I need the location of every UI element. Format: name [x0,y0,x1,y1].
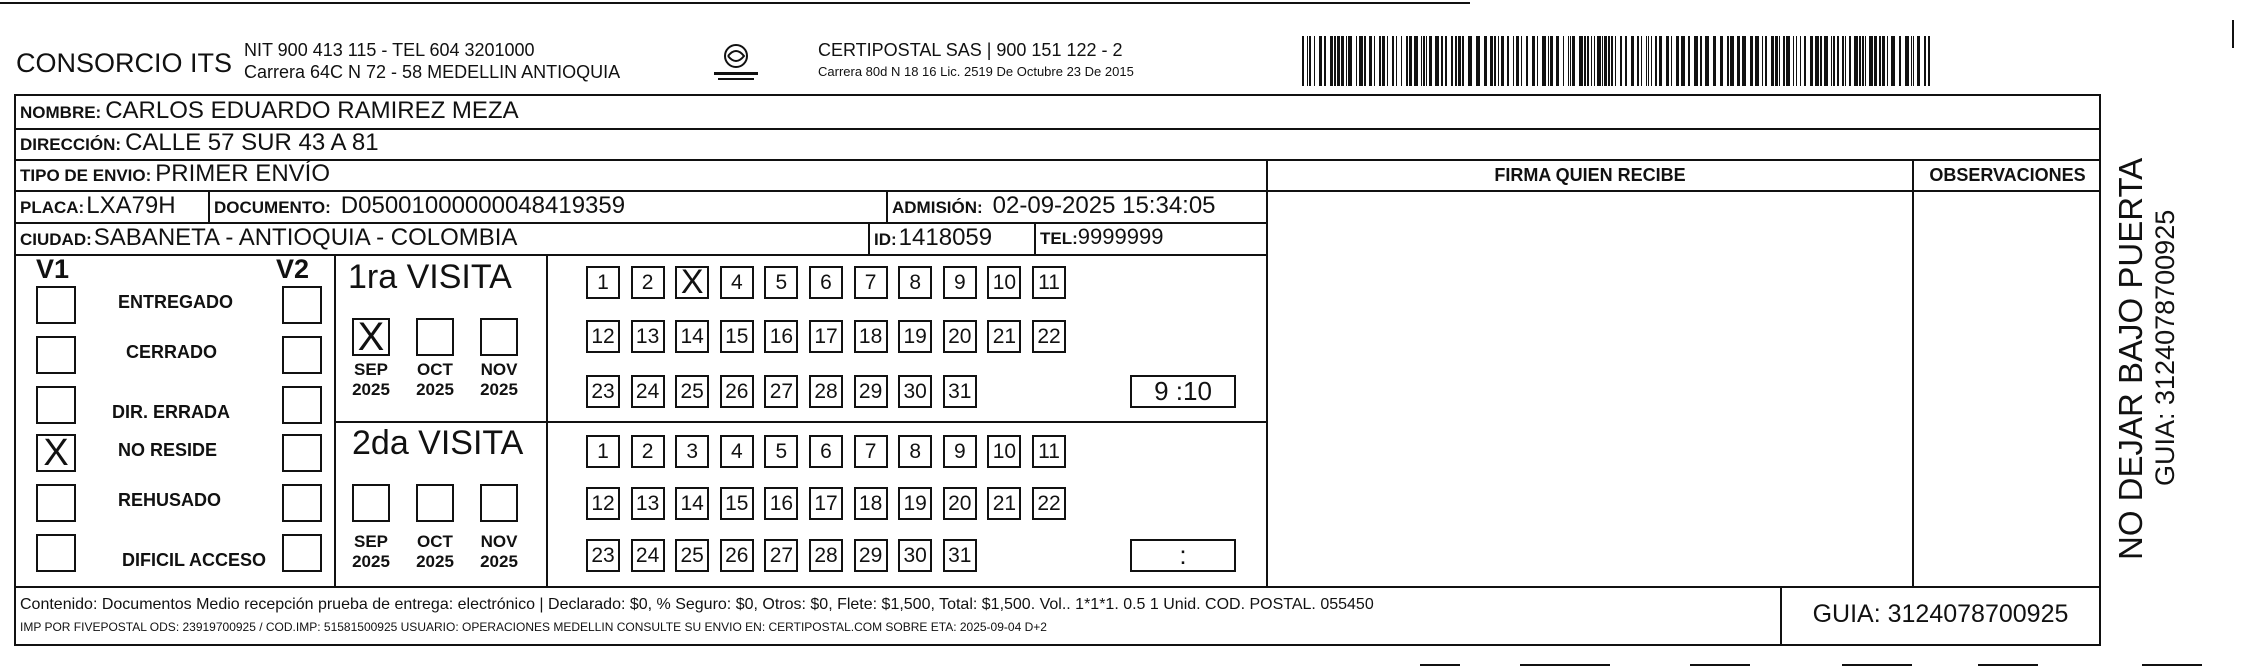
barcode-bar [1800,36,1801,86]
barcode-bar [1824,36,1828,86]
v2-checkbox[interactable] [282,286,322,324]
barcode-bar [1859,36,1861,86]
placa-row [20,192,176,220]
barcode-bar [1476,36,1480,86]
visit1-day-box[interactable]: 18 [854,320,888,353]
barcode-bar [1648,36,1649,86]
visit2-day-box[interactable]: 29 [854,539,888,572]
visit1-day-box[interactable]: 9 [943,266,977,299]
visit2-month-checkbox[interactable] [352,484,390,522]
barcode-bar [1507,36,1509,86]
visit2-day-box[interactable]: 14 [675,487,709,520]
barcode-bar [1775,36,1778,86]
barcode-bar [1513,36,1514,86]
barcode-bar [1917,36,1920,86]
nombre-row [20,97,519,125]
barcode-bar [1720,36,1723,86]
id-label: ID: [874,230,897,249]
barcode-bar [1762,36,1763,86]
barcode [1302,36,1934,86]
visit2-day-box[interactable]: 3 [675,435,709,468]
visit2-day-box[interactable]: 27 [764,539,798,572]
visit1-month-year: 2025 [352,380,390,399]
barcode-bar [1831,36,1832,86]
barcode-bar [1337,36,1340,86]
barcode-bar [1637,36,1639,86]
admision-label: ADMISIÓN: [892,198,983,217]
visit2-day-box[interactable]: 20 [943,487,977,520]
barcode-bar [1302,36,1304,86]
placa-label: PLACA: [20,198,85,217]
barcode-bar [1862,36,1864,86]
barcode-bar [1620,36,1622,86]
row-line [14,586,2101,588]
observaciones-label: OBSERVACIONES [1929,165,2086,185]
tel-label: TEL: [1040,229,1078,248]
barcode-bar [1700,36,1702,86]
visit2-day-box[interactable]: 15 [720,487,754,520]
visit1-day-box[interactable]: 10 [987,266,1021,299]
barcode-bar [1498,36,1499,86]
side-warning: NO DEJAR BAJO PUERTA [2112,157,2149,560]
visit1-day-box[interactable]: 26 [720,375,754,408]
visit2-day-box[interactable]: 12 [586,487,620,520]
visit1-day-box[interactable]: 30 [898,375,932,408]
status-option-label: REHUSADO [118,490,222,510]
visit2-day-box[interactable]: 25 [675,539,709,572]
scan-mark [1690,664,1750,666]
barcode-bar [1401,36,1402,86]
visit1-day-box[interactable]: 4 [720,266,754,299]
visit2-day-box[interactable]: 5 [764,435,798,468]
visit2-month-year: 2025 [480,552,518,571]
visit1-month-checkbox[interactable] [416,318,454,356]
barcode-bar [1374,36,1375,86]
barcode-bar [1548,36,1549,86]
visit2-day-box[interactable]: 22 [1032,487,1066,520]
visit1-day-box[interactable]: 2 [631,266,665,299]
row-line [14,254,1268,256]
nombre-label: NOMBRE: [20,103,102,122]
barcode-bar [1409,36,1412,86]
barcode-bar [1341,36,1344,86]
visit2-day-box[interactable]: 23 [586,539,620,572]
visit2-day-box[interactable]: 2 [631,435,665,468]
visit2-time[interactable]: : [1130,539,1236,572]
barcode-bar [1713,36,1716,86]
barcode-bar [1681,36,1685,86]
firma-label: FIRMA QUIEN RECIBE [1494,165,1686,185]
barcode-bar [1568,36,1569,86]
scan-mark [1520,664,1610,666]
barcode-bar [1771,36,1774,86]
v1-label: V1 [36,254,70,284]
id-row [874,224,992,252]
visit1-day-box[interactable]: 16 [764,320,798,353]
barcode-bar [1429,36,1432,86]
barcode-bar [1396,36,1397,86]
visit2-day-box[interactable]: 18 [854,487,888,520]
visit2-month-checkbox[interactable] [480,484,518,522]
barcode-bar [1879,36,1881,86]
v2-checkbox[interactable] [282,336,322,374]
visit1-month-checkbox[interactable]: X [352,318,390,356]
visit2-day-box[interactable]: 19 [898,487,932,520]
admision-value: 02-09-2025 15:34:05 [992,192,1216,219]
barcode-bar [1369,36,1372,86]
direccion-row [20,129,379,157]
scan-mark [1842,664,1912,666]
barcode-bar [1587,36,1589,86]
barcode-bar [1783,36,1785,86]
barcode-bar [1494,36,1496,86]
barcode-bar [1392,36,1394,86]
direccion-value: CALLE 57 SUR 43 A 81 [125,129,379,156]
barcode-bar [1676,36,1679,86]
visit2-month-label: NOV [480,532,518,551]
visit1-day-box[interactable]: 13 [631,320,665,353]
visit1-day-box[interactable]: 17 [809,320,843,353]
visit1-day-box[interactable]: 6 [809,266,843,299]
visit2-day-box[interactable]: 7 [854,435,888,468]
barcode-bar [1406,36,1408,86]
tipo-label: TIPO DE ENVIO: [20,166,152,185]
barcode-bar [1641,36,1642,86]
ciudad-row [20,224,517,252]
barcode-bar [1854,36,1858,86]
admision-row [892,192,1216,220]
visit1-day-box[interactable]: 19 [898,320,932,353]
visit1-day-box[interactable]: 11 [1032,266,1066,299]
visit1-day-box[interactable]: 24 [631,375,665,408]
v2-checkbox[interactable] [282,534,322,572]
col-line [1266,159,1268,588]
barcode-bar [1591,36,1592,86]
visit1-day-box[interactable]: 20 [943,320,977,353]
visit1-month-label: OCT [417,360,453,379]
ciudad-value: SABANETA - ANTIOQUIA - COLOMBIA [93,224,518,251]
company-name: CONSORCIO ITS [16,48,233,78]
scan-mark [1978,664,2038,666]
barcode-bar [1742,36,1746,86]
visit2-month-year: 2025 [416,552,454,571]
barcode-bar [1414,36,1418,86]
barcode-bar [1550,36,1553,86]
barcode-bar [1924,36,1926,86]
barcode-bar [1441,36,1443,86]
visit1-day-box[interactable]: 31 [943,375,977,408]
barcode-bar [1526,36,1528,86]
visit2-day-box[interactable]: 4 [720,435,754,468]
barcode-bar [1727,36,1729,86]
visit1-day-box[interactable]: 15 [720,320,754,353]
tel-value: 9999999 [1077,224,1164,249]
visit2-day-box[interactable]: 21 [987,487,1021,520]
barcode-bar [1820,36,1822,86]
barcode-bar [1804,36,1806,86]
visit2-day-box[interactable]: 10 [987,435,1021,468]
barcode-bar [1346,36,1347,86]
barcode-bar [1765,36,1767,86]
v1-checkbox[interactable]: X [36,434,76,472]
barcode-bar [1334,36,1336,86]
barcode-bar [1737,36,1740,86]
col-line [1912,159,1914,588]
footer-line2: IMP POR FIVEPOSTAL ODS: 23919700925 / COD.IMP: 51581500925 USUARIO: OPERACIONES MEDELLIN CONSULTE SU ENVIO EN: CERTIPOSTAL.COM SOBRE ETA: 2025-09-04 D+2 [20,620,1047,634]
barcode-bar [1309,36,1311,86]
documento-label: DOCUMENTO: [214,198,331,217]
visit1-day-box[interactable]: 22 [1032,320,1066,353]
barcode-bar [1874,36,1877,86]
col-line [1034,222,1036,255]
barcode-bar [1330,36,1333,86]
barcode-bar [1651,36,1652,86]
visit1-day-box[interactable]: 29 [854,375,888,408]
barcode-bar [1705,36,1709,86]
barcode-bar [1423,36,1425,86]
barcode-bar [1891,36,1895,86]
scan-mark [2232,20,2234,48]
barcode-bar [1468,36,1472,86]
barcode-bar [1451,36,1453,86]
barcode-bar [1602,36,1603,86]
visit2-day-box[interactable]: 13 [631,487,665,520]
top-rule [0,2,1470,4]
company-nit: NIT 900 413 115 - TEL 604 3201000 [244,40,535,60]
certipostal-line2: Carrera 80d N 18 16 Lic. 2519 De Octubre 23 De 2015 [818,64,1134,79]
visit2-day-box[interactable]: 11 [1032,435,1066,468]
barcode-bar [1579,36,1583,86]
id-value: 1418059 [898,224,993,251]
barcode-bar [1842,36,1844,86]
visit2-title: 2da VISITA [352,424,524,462]
barcode-bar [1755,36,1759,86]
barcode-bar [1537,36,1538,86]
v2-checkbox[interactable] [282,386,322,424]
barcode-bar [1671,36,1672,86]
barcode-bar [1307,36,1308,86]
barcode-bar [1887,36,1888,86]
barcode-bar [1837,36,1839,86]
barcode-bar [1786,36,1790,86]
barcode-bar [1348,36,1352,86]
visit1-day-box[interactable]: 25 [675,375,709,408]
visit2-day-box[interactable]: 17 [809,487,843,520]
barcode-bar [1421,36,1422,86]
barcode-bar [1570,36,1571,86]
v2-label: V2 [276,254,310,284]
visit1-month-label: NOV [480,360,518,379]
v1-checkbox[interactable] [36,336,76,374]
barcode-bar [1608,36,1610,86]
visit2-day-box[interactable]: 28 [809,539,843,572]
tel-row [1040,224,1163,250]
barcode-bar [1521,36,1522,86]
barcode-bar [1426,36,1427,86]
visit1-title: 1ra VISITA [348,258,512,296]
barcode-bar [1364,36,1366,86]
documento-value: D05001000000048419359 [340,192,626,219]
barcode-bar [1314,36,1315,86]
barcode-bar [1882,36,1885,86]
barcode-bar [1646,36,1647,86]
visit1-day-box[interactable]: 28 [809,375,843,408]
tipo-row [20,160,330,188]
side-guia: GUIA: 3124078700925 [2150,209,2180,486]
barcode-bar [1387,36,1388,86]
visit2-day-box[interactable]: 24 [631,539,665,572]
col-line [868,222,870,255]
v1-checkbox[interactable] [36,484,76,522]
barcode-bar [1913,36,1914,86]
barcode-bar [1688,36,1690,86]
placa-value: LXA79H [86,192,176,219]
barcode-bar [1445,36,1447,86]
visit2-month-label: OCT [417,532,453,551]
barcode-bar [1572,36,1575,86]
barcode-bar [1532,36,1535,86]
visit1-month-year: 2025 [416,380,454,399]
barcode-bar [1379,36,1381,86]
barcode-bar [1462,36,1464,86]
visit1-day-box[interactable]: 5 [764,266,798,299]
visit2-month-label: SEP [353,532,389,551]
footer-guia: GUIA: 3124078700925 [1812,600,2069,628]
barcode-bar [1849,36,1851,86]
certipostal-line1: CERTIPOSTAL SAS | 900 151 122 - 2 [818,40,1123,60]
visit1-day-box[interactable]: 14 [675,320,709,353]
v1-checkbox[interactable] [36,534,76,572]
barcode-bar [1455,36,1457,86]
status-option-label: DIR. ERRADA [112,402,231,422]
visit1-day-box[interactable]: X [675,266,709,299]
barcode-bar [1501,36,1504,86]
barcode-bar [1490,36,1493,86]
barcode-bar [1516,36,1519,86]
barcode-bar [1604,36,1607,86]
barcode-bar [1833,36,1835,86]
barcode-bar [1810,36,1813,86]
visit2-day-box[interactable]: 30 [898,539,932,572]
barcode-bar [1928,36,1930,86]
barcode-bar [1655,36,1657,86]
barcode-bar [1899,36,1901,86]
scan-mark [2142,664,2202,666]
barcode-bar [1611,36,1613,86]
visit1-day-box[interactable]: 1 [586,266,620,299]
company-address: Carrera 64C N 72 - 58 MEDELLIN ANTIOQUIA [244,62,621,82]
barcode-bar [1356,36,1357,86]
col-line [208,190,210,223]
barcode-bar [1597,36,1601,86]
barcode-bar [1382,36,1385,86]
certipostal-logo-icon [708,40,764,86]
visit1-day-box[interactable]: 12 [586,320,620,353]
barcode-bar [1563,36,1564,86]
barcode-bar [1845,36,1846,86]
barcode-bar [1542,36,1546,86]
barcode-bar [1793,36,1794,86]
barcode-bar [1324,36,1326,86]
barcode-bar [1435,36,1439,86]
barcode-bar [1869,36,1873,86]
visit2-day-box[interactable]: 1 [586,435,620,468]
visit1-day-box[interactable]: 21 [987,320,1021,353]
visit2-day-box[interactable]: 8 [898,435,932,468]
barcode-bar [1750,36,1753,86]
visit1-month-label: SEP [353,360,389,379]
barcode-bar [1359,36,1363,86]
barcode-bar [1796,36,1797,86]
barcode-bar [1584,36,1586,86]
barcode-bar [1556,36,1559,86]
scan-mark [1420,664,1460,666]
v1-checkbox[interactable] [36,386,76,424]
visit1-day-box[interactable]: 23 [586,375,620,408]
visit2-month-checkbox[interactable] [416,484,454,522]
barcode-bar [1815,36,1819,86]
col-line [886,190,888,223]
barcode-bar [1666,36,1669,86]
status-option-label: NO RESIDE [118,440,218,460]
visit2-day-box[interactable]: 6 [809,435,843,468]
v1-checkbox[interactable] [36,286,76,324]
barcode-bar [1779,36,1780,86]
status-option-label: CERRADO [126,342,218,362]
status-option-label: DIFICIL ACCESO [122,550,267,570]
barcode-bar [1319,36,1322,86]
documento-row [214,192,625,220]
barcode-bar [1730,36,1734,86]
visit1-day-box[interactable]: 27 [764,375,798,408]
barcode-bar [1911,36,1912,86]
visit1-month-checkbox[interactable] [480,318,518,356]
visit2-day-box[interactable]: 16 [764,487,798,520]
visit1-day-box[interactable]: 7 [854,266,888,299]
barcode-bar [1905,36,1909,86]
visit2-day-box[interactable]: 31 [943,539,977,572]
barcode-bar [1484,36,1487,86]
barcode-bar [1594,36,1595,86]
direccion-label: DIRECCIÓN: [20,135,122,154]
barcode-bar [1625,36,1627,86]
barcode-bar [1615,36,1616,86]
visit2-month-year: 2025 [352,552,390,571]
barcode-bar [1694,36,1698,86]
barcode-bar [1458,36,1461,86]
visit2-day-box[interactable]: 9 [943,435,977,468]
ciudad-label: CIUDAD: [20,230,92,249]
visit1-month-year: 2025 [480,380,518,399]
status-option-label: ENTREGADO [118,292,234,312]
v2-checkbox[interactable] [282,434,322,472]
visit2-day-box[interactable]: 26 [720,539,754,572]
footer-line1: Contenido: Documentos Medio recepción prueba de entrega: electrónico | Declarado: $0, % Seguro: $0, Otros: $0, Flete: $1,500, Total: $1,500. Vol.. 1*1*1. 0.5 1 Unid. COD. POSTAL. 055450 [20,596,1374,613]
barcode-bar [1865,36,1866,86]
tipo-value: PRIMER ENVÍO [155,160,330,187]
visit-separator [334,421,1268,423]
visit1-time[interactable]: 9 :10 [1130,375,1236,408]
barcode-bar [1659,36,1662,86]
barcode-bar [1631,36,1634,86]
nombre-value: CARLOS EDUARDO RAMIREZ MEZA [105,97,519,124]
v2-checkbox[interactable] [282,484,322,522]
visit1-day-box[interactable]: 8 [898,266,932,299]
